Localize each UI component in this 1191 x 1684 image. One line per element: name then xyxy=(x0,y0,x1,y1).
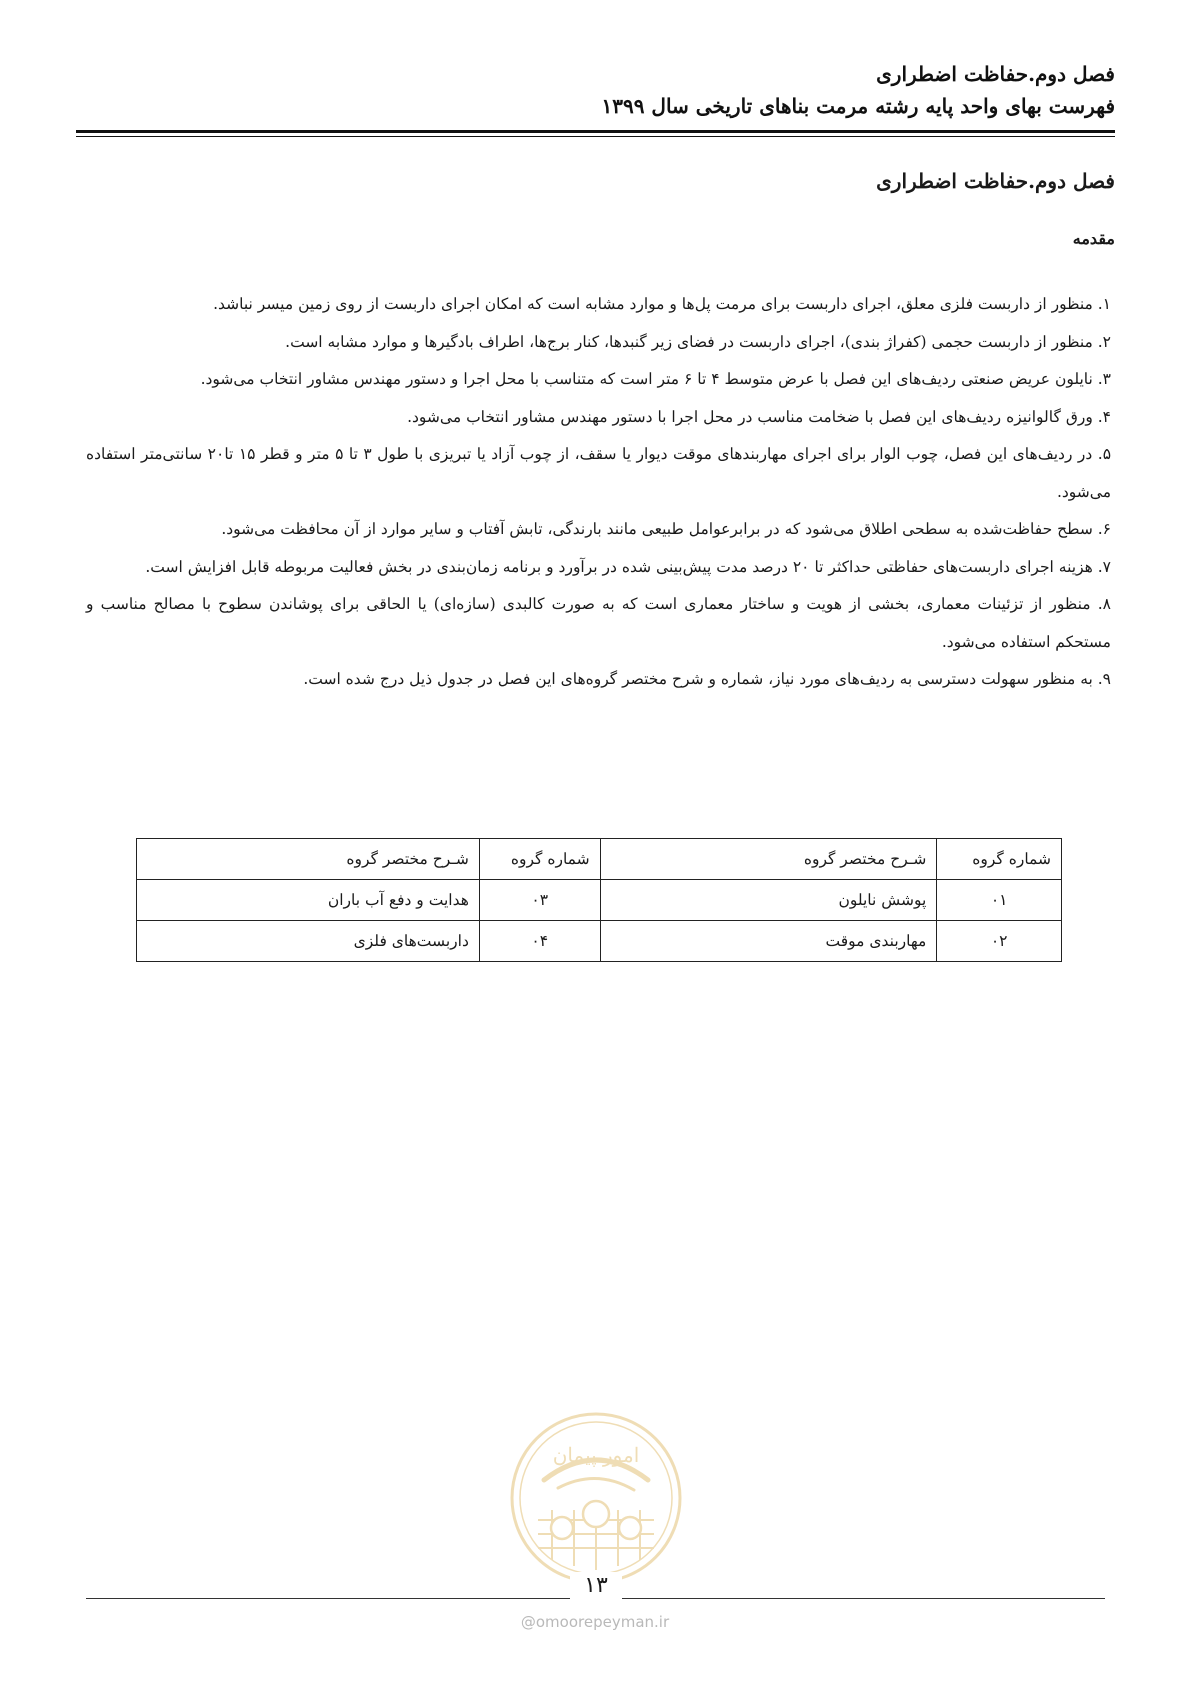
page-number: ۱۳ xyxy=(570,1572,622,1600)
table-row xyxy=(137,880,1062,921)
table-cell: هدایت و دفع آب باران xyxy=(137,880,480,921)
group-table xyxy=(136,838,1062,962)
list-item: ۸. منظور از تزئینات معماری، بخشی از هویت و ساختار معماری است که به صورت کالبدی (سازه‌ای) یا الحاقی برای پوشاندن سطوح با مصالح مناسب و مستحکم استفاده می‌شود. xyxy=(86,595,1111,651)
list-item: ۶. سطح حفاظت‌شده به سطحی اطلاق می‌شود که در برابرعوامل طبیعی مانند بارندگی، تابش آفتاب و سایر موارد از آن محافظت می‌شود. xyxy=(221,520,1111,538)
watermark-text: امور پیمان xyxy=(552,1443,640,1467)
table-header-cell: شـرح مختصر گروه xyxy=(137,839,480,880)
table-header-row xyxy=(137,839,1062,880)
list-item: ۷. هزینه اجرای داربست‌های حفاظتی حداکثر تا ۲۰ درصد مدت پیش‌بینی شده در برآورد و برنامه زمان‌بندی در بخش فعالیت مربوطه قابل افزایش است. xyxy=(145,557,1111,576)
section-subtitle: مقدمه xyxy=(1072,229,1115,248)
watermark-seal-icon xyxy=(508,1410,684,1586)
list-item: ۵. در ردیف‌های این فصل، چوب الوار برای اجرای مهاربندهای موقت دیوار یا سقف، از چوب آزاد یا تبریزی با طول ۳ تا ۵ متر و قطر ۱۵ تا۲۰ سانتی‌متر استفاده می‌شود. xyxy=(86,445,1112,501)
numbered-items xyxy=(86,286,1111,699)
table-cell: داربست‌های فلزی xyxy=(137,921,480,962)
table-cell: پوشش نایلون xyxy=(600,880,937,921)
section-title: فصل دوم.حفاظت اضطراری xyxy=(876,169,1115,193)
header-document-title: فهرست بهای واحد پایه رشته مرمت بناهای تاریخی سال ۱۳۹۹ xyxy=(601,94,1115,118)
list-item: ۹. به منظور سهولت دسترسی به ردیف‌های مورد نیاز، شماره و شرح مختصر گروه‌های این فصل در جدول ذیل درج شده است. xyxy=(303,670,1111,688)
table-cell: ۰۳ xyxy=(479,880,600,921)
table-header-cell: شماره گروه xyxy=(479,839,600,880)
header-rule-thin xyxy=(76,136,1115,137)
table-cell: ۰۲ xyxy=(937,921,1062,962)
page-header xyxy=(76,58,1115,122)
list-item: ۴. ورق گالوانیزه ردیف‌های این فصل با ضخامت مناسب در محل اجرا با دستور مهندس مشاور انتخاب می‌شود. xyxy=(407,407,1111,426)
list-item: ۳. نایلون عریض صنعتی ردیف‌های این فصل با عرض متوسط ۴ تا ۶ متر است که متناسب با محل اجرا و دستور مهندس مشاور انتخاب می‌شود. xyxy=(200,370,1111,388)
table-header-cell: شـرح مختصر گروه xyxy=(600,839,937,880)
footer-site-url: @omoorepeyman.ir xyxy=(520,1613,670,1631)
table-cell: مهاربندی موقت xyxy=(600,921,937,962)
header-chapter-title: فصل دوم.حفاظت اضطراری xyxy=(876,62,1115,86)
list-item: ۲. منظور از داربست حجمی (کفراژ بندی)، اجرای داربست در فضای زیر گنبدها، کنار برج‌ها، اطراف بادگیرها و موارد مشابه است. xyxy=(285,332,1111,351)
table-cell: ۰۴ xyxy=(479,921,600,962)
header-rule-thick xyxy=(76,130,1115,133)
table-cell: ۰۱ xyxy=(937,880,1062,921)
table-row xyxy=(137,921,1062,962)
table-header-cell: شماره گروه xyxy=(937,839,1062,880)
list-item: ۱. منظور از داربست فلزی معلق، اجرای داربست برای مرمت پل‌ها و موارد مشابه است که امکان اجرای داربست از روی زمین میسر نباشد. xyxy=(213,295,1111,313)
